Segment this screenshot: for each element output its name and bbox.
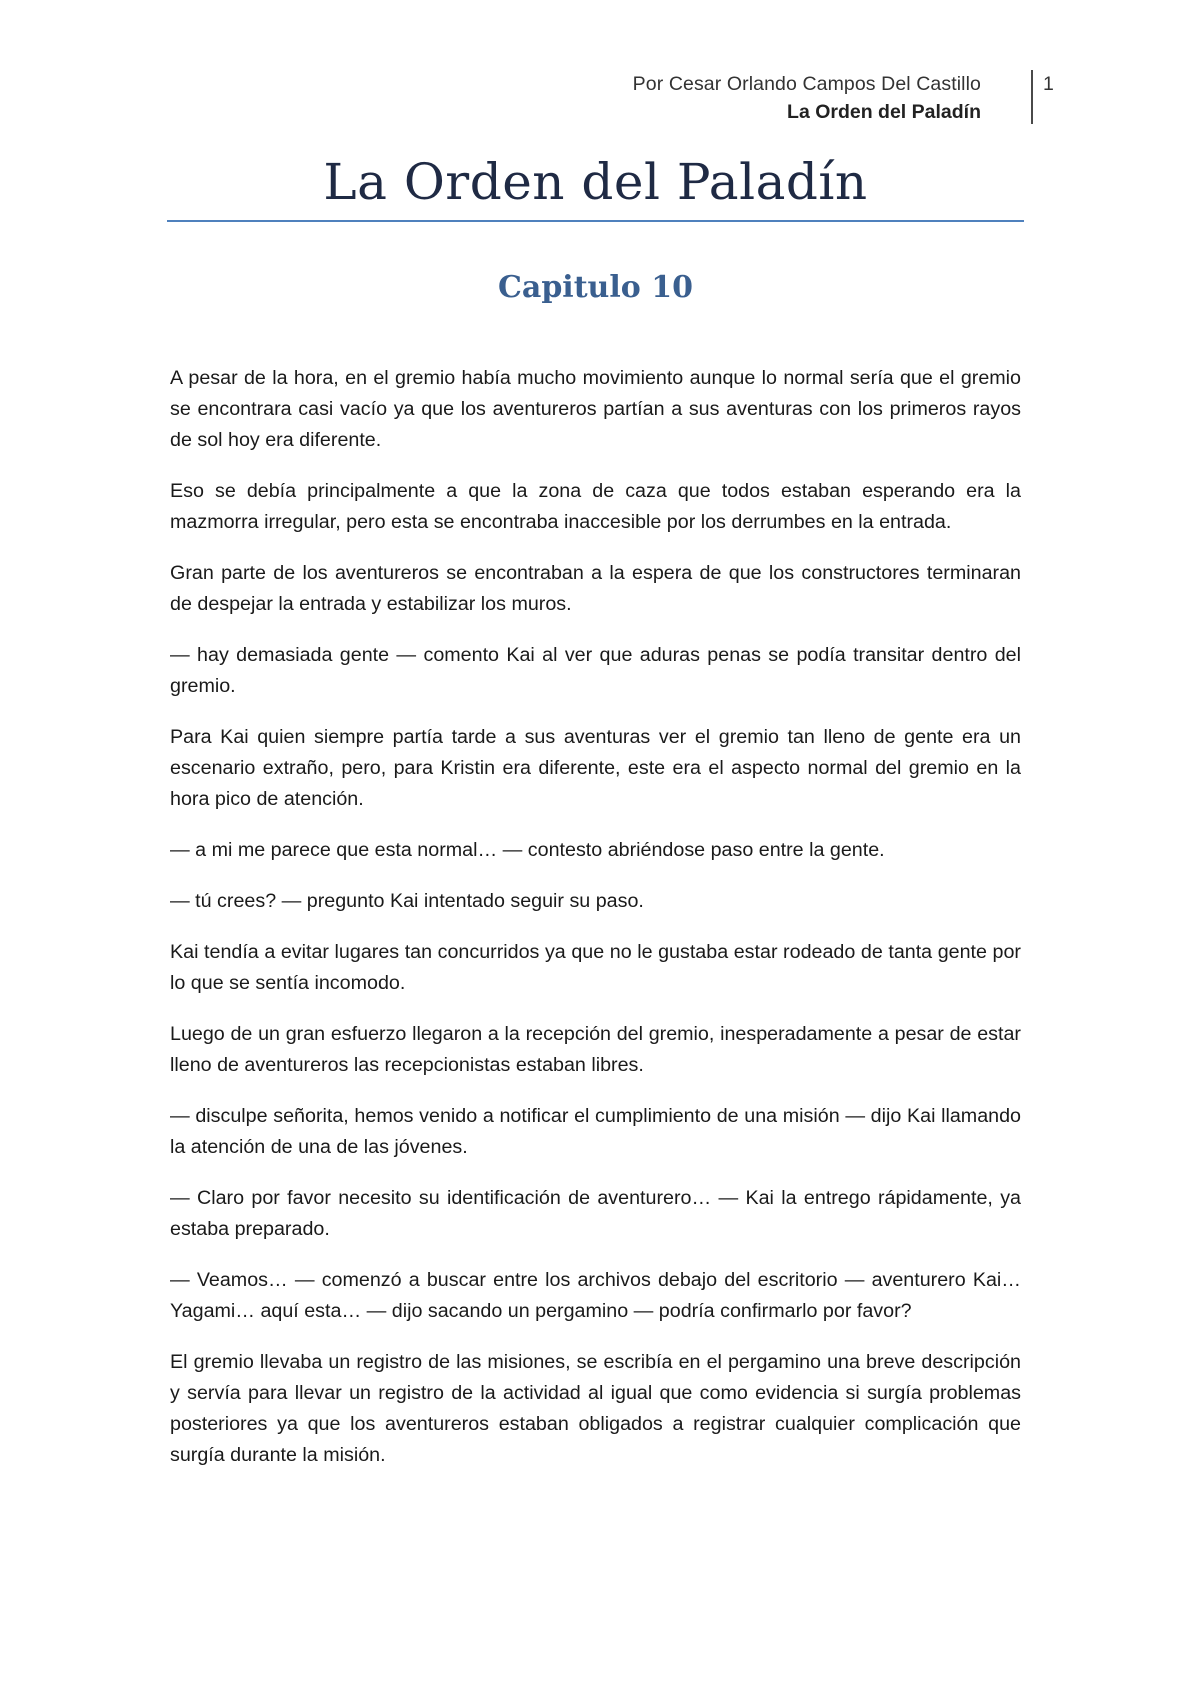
paragraph: — Claro por favor necesito su identificación de aventurero… — Kai la entrego rápidamente, ya estaba preparado. (170, 1187, 1021, 1240)
paragraph: Kai tendía a evitar lugares tan concurridos ya que no le gustaba estar rodeado de tanta gente por lo que se sentía incomodo. (170, 941, 1021, 994)
paragraph: — hay demasiada gente — comento Kai al ver que aduras penas se podía transitar dentro del gremio. (170, 644, 1021, 697)
title-underline (167, 220, 1024, 222)
header-book-title: La Orden del Paladín (787, 101, 981, 123)
body-text (170, 363, 1021, 1491)
chapter-heading: Capitulo 10 (498, 270, 693, 305)
header-divider (1031, 70, 1033, 124)
page-number: 1 (1043, 73, 1054, 95)
paragraph: — tú crees? — pregunto Kai intentado seguir su paso. (170, 890, 644, 912)
paragraph: — a mi me parece que esta normal… — contesto abriéndose paso entre la gente. (170, 839, 885, 861)
paragraph: Eso se debía principalmente a que la zona de caza que todos estaban esperando era la mazmorra irregular, pero esta se encontraba inaccesible por los derrumbes en la entrada. (170, 480, 1021, 533)
paragraph: A pesar de la hora, en el gremio había mucho movimiento aunque lo normal sería que el gremio se encontrara casi vacío ya que los aventureros partían a sus aventuras con los primeros rayos de sol hoy era diferente. (170, 367, 1021, 451)
paragraph: Luego de un gran esfuerzo llegaron a la recepción del gremio, inesperadamente a pesar de estar lleno de aventureros las recepcionistas estaban libres. (170, 1023, 1021, 1076)
paragraph: Gran parte de los aventureros se encontraban a la espera de que los constructores terminaran de despejar la entrada y estabilizar los muros. (170, 562, 1021, 615)
paragraph: El gremio llevaba un registro de las misiones, se escribía en el pergamino una breve descripción y servía para llevar un registro de la actividad al igual que como evidencia si surgía problemas posteriores ya que los aventureros estaban obligados a registrar cualquier complicación que surgía durante la misión. (170, 1351, 1021, 1466)
document-title: La Orden del Paladín (323, 153, 868, 211)
running-header (633, 70, 981, 126)
paragraph: — Veamos… — comenzó a buscar entre los archivos debajo del escritorio — aventurero Kai… Yagami… aquí esta… — dijo sacando un pergamino — podría confirmarlo por favor? (170, 1269, 1021, 1322)
header-author: Por Cesar Orlando Campos Del Castillo (632, 73, 981, 95)
paragraph: — disculpe señorita, hemos venido a notificar el cumplimiento de una misión — dijo Kai llamando la atención de una de las jóvenes. (170, 1105, 1021, 1158)
paragraph: Para Kai quien siempre partía tarde a sus aventuras ver el gremio tan lleno de gente era un escenario extraño, pero, para Kristin era diferente, este era el aspecto normal del gremio en la hora pico de atención. (170, 726, 1021, 810)
